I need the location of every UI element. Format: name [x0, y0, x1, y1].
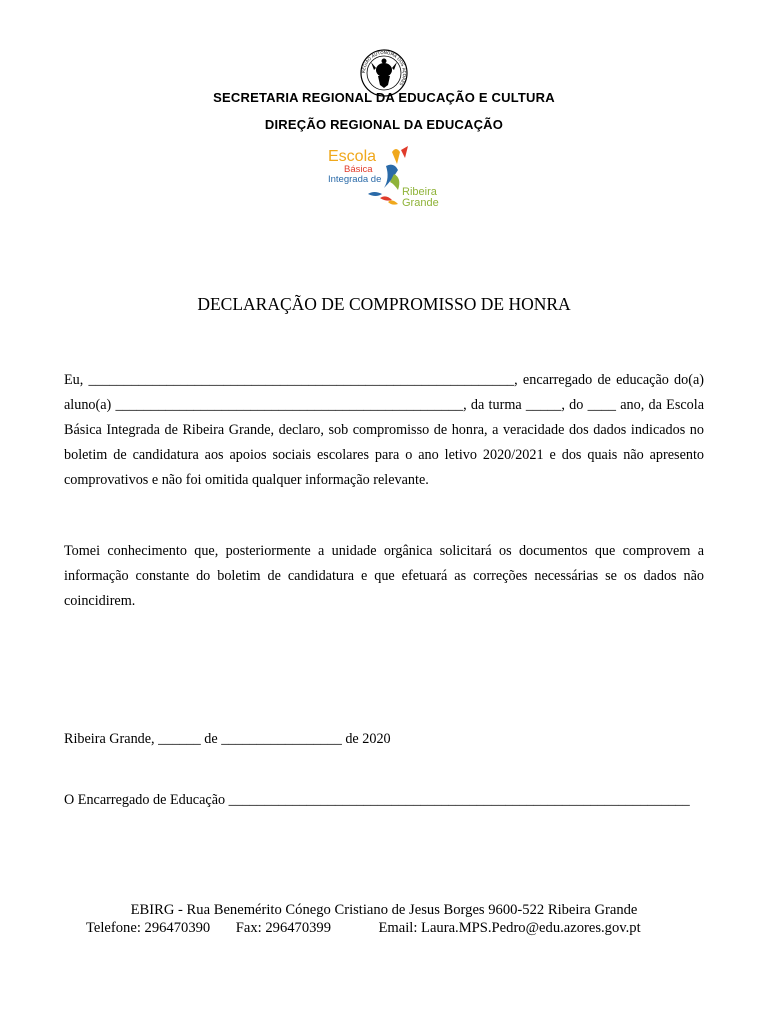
footer-contacts	[86, 919, 686, 937]
signature-line: O Encarregado de Educação _________________________________________________________________	[64, 792, 690, 808]
footer-phone: Telefone: 296470390	[86, 920, 211, 936]
footer-address: EBIRG - Rua Benemérito Cónego Cristiano de Jesus Borges 9600-522 Ribeira Grande	[130, 902, 638, 918]
secretariat-heading: SECRETARIA REGIONAL DA EDUCAÇÃO E CULTURA	[213, 90, 555, 105]
logo-figure-yellow	[392, 149, 400, 164]
acknowledgement-paragraph: Tomei conhecimento que, posteriormente a unidade orgânica solicitará os documentos que comprovem a informação constante do boletim de candidatura e que efetuará as correções necessárias se os dados não coincidirem.	[64, 543, 704, 609]
directorate-heading: DIREÇÃO REGIONAL DA EDUCAÇÃO	[264, 117, 504, 132]
logo-grande: Grande	[402, 197, 439, 209]
seal-text: REGIÃO AUTÓNOMA DOS AÇORES	[360, 49, 408, 87]
declaration-paragraph: Eu, ____________________________________________________________, encarregado de educação do(a) aluno(a) _________________________________________________, da turma _____, do ____ ano, da Escola Básica Integrada de Ribeira Grande, declaro, sob compromisso de honra, a veracidade dos dados indicados no boletim de candidatura aos apoios sociais escolares para o ano letivo 2020/2021 e dos quais não apresento comprovativos e não foi omitida qualquer informação relevante.	[64, 372, 704, 488]
place-date-line: Ribeira Grande, ______ de _________________ de 2020	[64, 731, 391, 747]
footer-email: Email: Laura.MPS.Pedro@edu.azores.gov.pt	[378, 920, 641, 936]
logo-ribeira: Ribeira	[402, 186, 437, 198]
document-title: DECLARAÇÃO DE COMPROMISSO DE HONRA	[197, 294, 571, 314]
footer-fax: Fax: 296470399	[235, 920, 332, 936]
logo-figure-red	[401, 146, 408, 158]
logo-basica: Básica	[344, 164, 373, 175]
logo-integrada: Integrada de	[328, 174, 382, 185]
logo-escola: Escola	[328, 148, 377, 165]
school-logo	[326, 144, 444, 212]
